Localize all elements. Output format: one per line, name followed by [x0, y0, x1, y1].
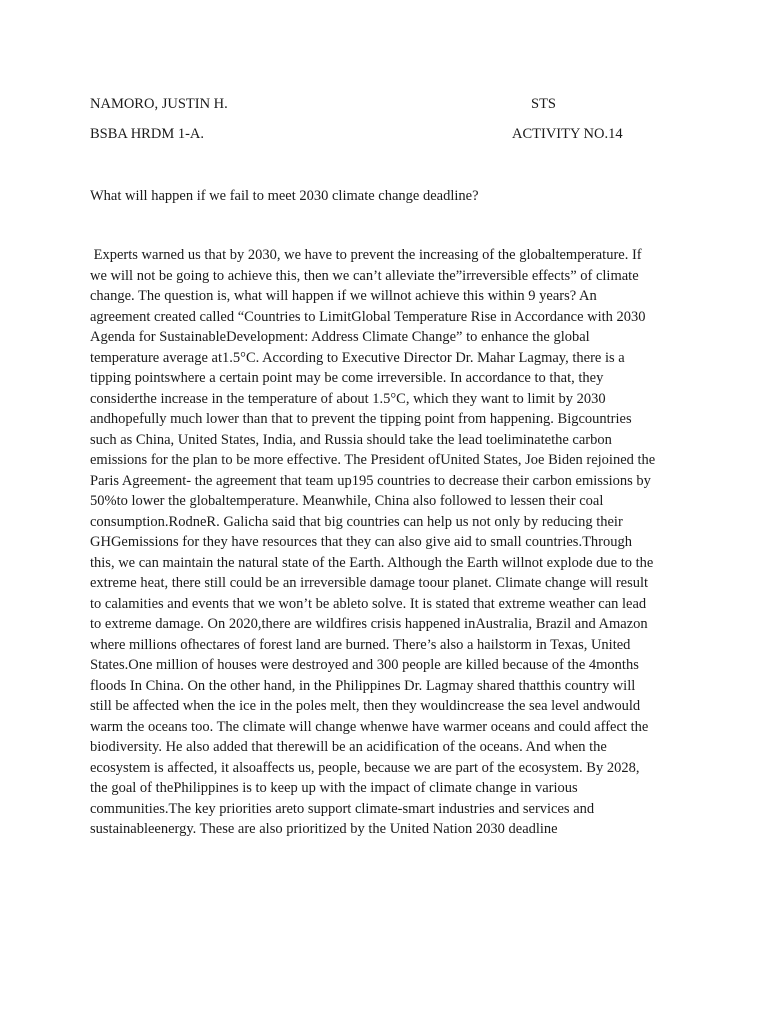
essay-line: ecosystem is affected, it alsoaffects us, people, because we are part of the ecosystem. By 2028, [90, 759, 640, 776]
essay-line: considerthe increase in the temperature of about 1.5°C, which they want to limit by 2030 [90, 390, 606, 407]
essay-line: we will not be going to achieve this, then we can’t alleviate the”irreversible effects” of climate [90, 267, 639, 284]
essay-line: this, we can maintain the natural state of the Earth. Although the Earth willnot explode due to the [90, 554, 654, 571]
essay-line: States.One million of houses were destroyed and 300 people are killed because of the 4months [90, 657, 639, 673]
essay-line: Agenda for SustainableDevelopment: Address Climate Change” to enhance the global [90, 329, 590, 345]
course-section: BSBA HRDM 1-A. [90, 126, 205, 142]
essay-line: temperature average at1.5°C. According to Executive Director Dr. Mahar Lagmay, there is a [90, 349, 625, 366]
essay-line: the goal of thePhilippines is to keep up with the impact of climate change in various [90, 780, 578, 796]
essay-body [90, 245, 690, 840]
essay-line: extreme heat, there still could be an irreversible damage toour planet. Climate change will result [90, 575, 649, 591]
essay-line: Experts warned us that by 2030, we have to prevent the increasing of the globaltemperature. If [90, 247, 642, 263]
essay-line: change. The question is, what will happen if we willnot achieve this within 9 years? An [90, 288, 597, 304]
essay-line: emissions for the plan to be more effective. The President ofUnited States, Joe Biden rejoined the [90, 452, 656, 468]
essay-line: biodiversity. He also added that therewill be an acidification of the oceans. And when the [90, 739, 607, 755]
essay-line: andhopefully much lower than that to prevent the tipping point from happening. Bigcountries [90, 411, 632, 427]
activity-number: ACTIVITY NO.14 [512, 126, 623, 142]
essay-line: such as China, United States, India, and Russia should take the lead toeliminatethe carbon [90, 431, 612, 448]
essay-line: sustainableenergy. These are also prioritized by the United Nation 2030 deadline [90, 821, 558, 837]
essay-line: tipping pointswhere a certain point may be come irreversible. In accordance to that, they [90, 370, 604, 386]
student-name: NAMORO, JUSTIN H. [90, 96, 228, 112]
essay-line: Paris Agreement- the agreement that team up195 countries to decrease their carbon emissions by [90, 472, 651, 489]
essay-line: communities.The key priorities areto support climate-smart industries and services and [90, 800, 595, 817]
essay-line: GHGemissions for they have resources that they can also give aid to small countries.Through [90, 534, 633, 550]
subject-label: STS [531, 96, 556, 112]
essay-line: to extreme damage. On 2020,there are wildfires crisis happened inAustralia, Brazil and Amazon [90, 616, 648, 632]
essay-line: where millions ofhectares of forest land are burned. There’s also a hailstorm in Texas, United [90, 636, 631, 653]
essay-line: floods In China. On the other hand, in the Philippines Dr. Lagmay shared thatthis country will [90, 677, 636, 694]
essay-line: agreement created called “Countries to LimitGlobal Temperature Rise in Accordance with 2030 [90, 308, 646, 325]
essay-line: 50%to lower the globaltemperature. Meanwhile, China also followed to lessen their coal [90, 493, 604, 509]
essay-question: What will happen if we fail to meet 2030 climate change deadline? [90, 188, 479, 204]
essay-line: still be affected when the ice in the poles melt, then they wouldincrease the sea level andwould [90, 698, 641, 714]
essay-line: warm the oceans too. The climate will change whenwe have warmer oceans and could affect the [90, 718, 649, 735]
essay-line: consumption.RodneR. Galicha said that big countries can help us not only by reducing their [90, 513, 623, 530]
essay-line: to calamities and events that we won’t be ableto solve. It is stated that extreme weather can lead [90, 595, 647, 612]
